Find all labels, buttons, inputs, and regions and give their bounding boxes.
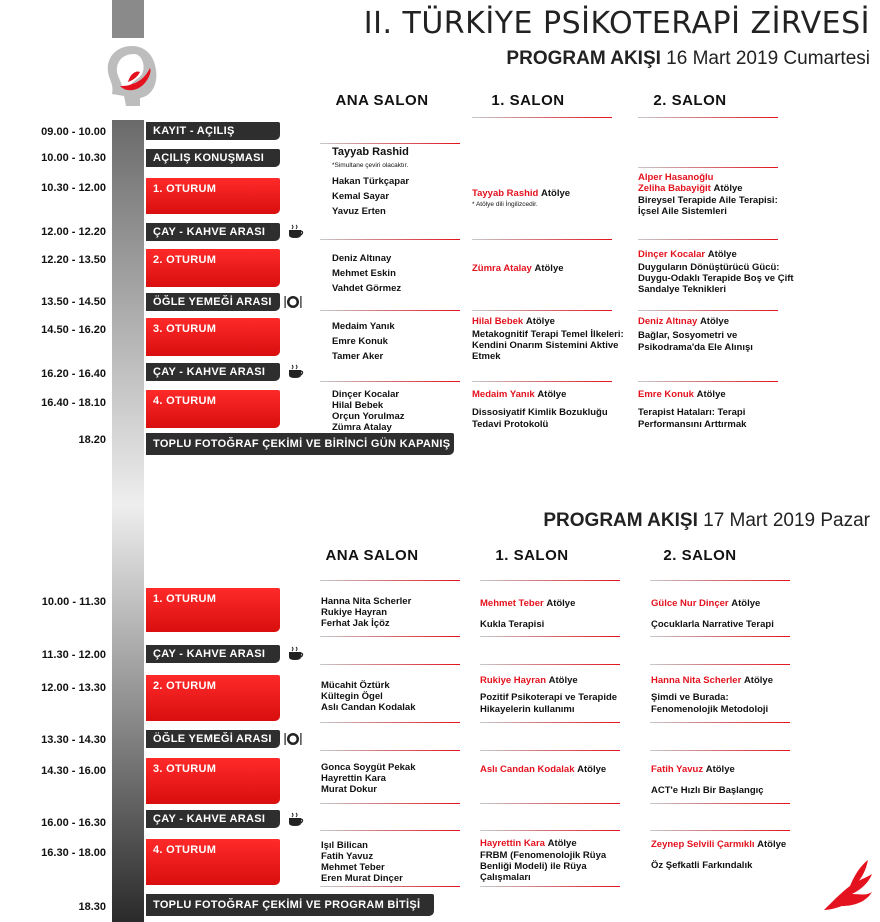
day2-salon1-workshop-4 (480, 838, 620, 883)
time-label: 13.30 - 14.30 (41, 734, 106, 746)
workshop-note: * Atölye dili İngilizcedir. (472, 201, 538, 208)
timeline-bar (112, 120, 144, 922)
speaker-name: Kültegin Ögel (321, 691, 383, 702)
session-bar-coffee-break: ÇAY - KAHVE ARASI (146, 363, 280, 381)
row-divider (320, 664, 460, 665)
day1-salon1-workshop-2 (472, 262, 622, 275)
row-divider (650, 750, 790, 751)
time-label: 18.30 (78, 901, 106, 913)
row-divider (320, 310, 460, 311)
row-divider (472, 381, 612, 382)
row-divider (638, 167, 778, 168)
day1-salon1-workshop-4 (472, 389, 622, 431)
day2-heading-label: PROGRAM AKIŞI (543, 510, 698, 531)
speaker-name: Ferhat Jak İçöz (321, 618, 390, 629)
session-bar-registration: KAYIT - AÇILIŞ (146, 122, 280, 140)
row-divider (320, 381, 460, 382)
speaker-name: Mehmet Eskin (332, 268, 396, 279)
time-label: 13.50 - 14.50 (41, 296, 106, 308)
speaker-name: Hayrettin Kara (321, 773, 386, 784)
time-label: 12.20 - 13.50 (41, 254, 106, 266)
workshop-title: ACT'e Hızlı Bir Başlangıç (651, 785, 764, 796)
row-divider (472, 117, 612, 118)
speaker-name: Rukiye Hayran (321, 607, 388, 618)
time-label: 18.20 (78, 434, 106, 446)
speaker-name: Deniz Altınay (332, 253, 392, 264)
timeline-cap (112, 0, 144, 38)
row-divider (480, 886, 620, 887)
workshop-title: FRBM (Fenomenolojik Rüya Benliği Modeli) ile Rüya Çalışmaları (480, 850, 607, 883)
day2-salon2-workshop-2 (651, 675, 811, 716)
day2-col-salon-2: 2. SALON (663, 547, 737, 564)
workshop-tag: Atölye (705, 764, 735, 775)
speaker-name: Mücahit Öztürk (321, 680, 390, 691)
workshop-leader: Medaim Yanık (472, 389, 535, 400)
day2-ana-oturum-2 (321, 680, 461, 713)
opening-speaker-name: Tayyab Rashid (332, 146, 409, 158)
workshop-leader: Hilal Bebek (472, 316, 524, 327)
workshop-leader: Alper Hasanoğlu (638, 172, 714, 183)
workshop-tag: Atölye (547, 838, 577, 849)
workshop-tag: Atölye (534, 263, 564, 274)
session-bar-oturum-2: 2. OTURUM (146, 675, 280, 721)
day1-salon2-workshop-2 (638, 249, 798, 295)
row-divider (320, 886, 460, 887)
session-bar-oturum-3: 3. OTURUM (146, 758, 280, 804)
row-divider (320, 636, 460, 637)
day1-salon1-workshop-3 (472, 316, 632, 362)
speaker-name: Vahdet Görmez (332, 283, 402, 294)
workshop-tag: Atölye (525, 316, 555, 327)
summit-logo-icon (100, 42, 162, 110)
speaker-name: Aslı Candan Kodalak (321, 702, 416, 713)
time-label: 10.00 - 10.30 (41, 152, 106, 164)
coffee-cup-icon (287, 646, 305, 662)
workshop-leader: Zeliha Babayiğit (638, 183, 711, 194)
workshop-leader: Hayrettin Kara (480, 838, 545, 849)
speaker-name: Fatih Yavuz (321, 851, 374, 862)
workshop-tag: Atölye (696, 389, 726, 400)
workshop-leader: Gülce Nur Dinçer (651, 598, 729, 609)
time-label: 11.30 - 12.00 (41, 649, 106, 661)
workshop-tag: Atölye (713, 183, 743, 194)
workshop-leader: Mehmet Teber (480, 598, 544, 609)
workshop-tag: Atölye (699, 316, 729, 327)
day2-heading-date: 17 Mart 2019 Pazar (703, 510, 870, 531)
plate-cutlery-icon (284, 294, 302, 310)
session-bar-lunch-break: ÖĞLE YEMEĞİ ARASI (146, 293, 280, 311)
hand-logo-icon (820, 856, 876, 914)
row-divider (320, 750, 460, 751)
speaker-name: Murat Dokur (321, 784, 377, 795)
day1-heading-date: 16 Mart 2019 Cumartesi (666, 48, 870, 69)
row-divider (472, 239, 612, 240)
session-bar-oturum-1: 1. OTURUM (146, 178, 280, 214)
speaker-name: Eren Murat Dinçer (321, 873, 403, 884)
workshop-title: Kukla Terapisi (480, 619, 545, 630)
row-divider (650, 830, 790, 831)
session-bar-lunch-break: ÖĞLE YEMEĞİ ARASI (146, 730, 280, 748)
day1-heading (506, 48, 870, 70)
row-divider (320, 580, 460, 581)
row-divider (650, 803, 790, 804)
row-divider (320, 722, 460, 723)
speaker-name: Emre Konuk (332, 336, 388, 347)
day1-col-salon-1: 1. SALON (491, 92, 565, 109)
row-divider (472, 310, 612, 311)
day2-col-ana-salon: ANA SALON (325, 547, 419, 564)
opening-speaker-note: *Simultane çeviri olacaktır. (332, 162, 409, 169)
workshop-leader: Zeynep Selvili Çarmıklı (651, 839, 755, 850)
day1-heading-label: PROGRAM AKIŞI (506, 48, 661, 69)
speaker-name: Hakan Türkçapar (332, 176, 410, 187)
workshop-tag: Atölye (757, 839, 787, 850)
session-bar-oturum-2: 2. OTURUM (146, 249, 280, 287)
coffee-cup-icon (287, 224, 305, 240)
day2-ana-oturum-3 (321, 762, 461, 795)
day2-salon1-workshop-1 (480, 597, 630, 631)
workshop-leader: Aslı Candan Kodalak (480, 764, 575, 775)
speaker-name: Işıl Bilican (321, 840, 368, 851)
row-divider (480, 830, 620, 831)
time-label: 14.30 - 16.00 (41, 765, 106, 777)
time-label: 16.30 - 18.00 (41, 847, 106, 859)
day2-salon2-workshop-1 (651, 597, 811, 631)
time-label: 10.30 - 12.00 (41, 182, 106, 194)
day1-ana-oturum-3 (332, 320, 462, 363)
row-divider (480, 722, 620, 723)
session-bar-group-photo: TOPLU FOTOĞRAF ÇEKİMİ VE BİRİNCİ GÜN KAPANIŞ (146, 433, 454, 455)
day1-salon2-workshop-3 (638, 316, 788, 354)
speaker-name: Gonca Soygüt Pekak (321, 762, 416, 773)
day1-salon1-workshop-1 (472, 187, 622, 209)
workshop-leader: Hanna Nita Scherler (651, 675, 742, 686)
session-bar-oturum-4: 4. OTURUM (146, 839, 280, 885)
row-divider (650, 722, 790, 723)
time-label: 12.00 - 13.30 (41, 682, 106, 694)
day1-col-ana-salon: ANA SALON (335, 92, 429, 109)
coffee-cup-icon (287, 812, 305, 828)
workshop-tag: Atölye (537, 389, 567, 400)
workshop-title: Öz Şefkatli Farkındalık (651, 860, 753, 871)
day1-salon2-workshop-1 (638, 172, 798, 217)
row-divider (320, 830, 460, 831)
speaker-name: Orçun Yorulmaz (332, 411, 405, 422)
session-bar-oturum-3: 3. OTURUM (146, 318, 280, 356)
speaker-name: Dinçer Kocalar (332, 389, 400, 400)
day1-ana-oturum-4 (332, 389, 462, 433)
time-label: 16.40 - 18.10 (41, 397, 106, 409)
workshop-title: Duyguların Dönüştürücü Gücü: Duygu-Odaklı Terapide Boş ve Çift Sandalye Teknikleri (638, 262, 794, 295)
workshop-leader: Dinçer Kocalar (638, 249, 706, 260)
workshop-tag: Atölye (743, 675, 773, 686)
speaker-name: Yavuz Erten (332, 206, 386, 217)
workshop-leader: Rukiye Hayran (480, 675, 547, 686)
workshop-title: Bağlar, Sosyometri ve Psikodrama'da Ele Alınışı (638, 330, 753, 353)
session-bar-group-photo-end: TOPLU FOTOĞRAF ÇEKİMİ VE PROGRAM BİTİŞİ (146, 894, 434, 916)
workshop-title: Terapist Hataları: Terapi Performansını Arttırmak (638, 407, 747, 430)
workshop-tag: Atölye (707, 249, 737, 260)
speaker-name: Kemal Sayar (332, 191, 390, 202)
plate-cutlery-icon (284, 731, 302, 747)
workshop-leader: Deniz Altınay (638, 316, 698, 327)
day1-ana-oturum-1 (332, 175, 462, 218)
day2-heading (543, 510, 870, 532)
day2-salon1-workshop-3 (480, 763, 630, 776)
time-label: 16.20 - 16.40 (41, 368, 106, 380)
row-divider (480, 664, 620, 665)
workshop-leader: Zümra Atalay (472, 263, 532, 274)
workshop-title: Bireysel Terapide Aile Terapisi: İçsel Aile Sistemleri (638, 195, 778, 217)
row-divider (320, 143, 460, 144)
day1-ana-oturum-2 (332, 252, 462, 295)
session-bar-oturum-4: 4. OTURUM (146, 390, 280, 428)
row-divider (650, 636, 790, 637)
day1-salon2-workshop-4 (638, 389, 798, 431)
row-divider (638, 310, 778, 311)
row-divider (320, 239, 460, 240)
time-label: 09.00 - 10.00 (41, 126, 106, 138)
row-divider (650, 580, 790, 581)
day2-salon2-workshop-3 (651, 763, 811, 797)
workshop-title: Metakognitif Terapi Temel İlkeleri: Kendini Onarım Sistemini Aktive Etmek (472, 329, 624, 362)
opening-speaker (332, 146, 462, 170)
speaker-name: Hilal Bebek (332, 400, 384, 411)
workshop-tag: Atölye (577, 764, 607, 775)
speaker-name: Mehmet Teber (321, 862, 385, 873)
speaker-name: Medaim Yanık (332, 321, 395, 332)
time-label: 14.50 - 16.20 (41, 324, 106, 336)
page-title: II. TÜRKİYE PSİKOTERAPİ ZİRVESİ (363, 6, 870, 41)
workshop-tag: Atölye (731, 598, 761, 609)
workshop-title: Çocuklarla Narrative Terapi (651, 619, 774, 630)
workshop-title: Şimdi ve Burada: Fenomenolojik Metodoloji (651, 692, 769, 715)
workshop-tag: Atölye (546, 598, 576, 609)
day2-ana-oturum-4 (321, 840, 461, 884)
row-divider (320, 803, 460, 804)
time-label: 12.00 - 12.20 (41, 226, 106, 238)
day1-col-salon-2: 2. SALON (653, 92, 727, 109)
workshop-leader: Fatih Yavuz (651, 764, 704, 775)
time-label: 16.00 - 16.30 (41, 817, 106, 829)
session-bar-coffee-break: ÇAY - KAHVE ARASI (146, 223, 280, 241)
row-divider (480, 803, 620, 804)
day2-col-salon-1: 1. SALON (495, 547, 569, 564)
coffee-cup-icon (287, 364, 305, 380)
session-bar-oturum-1: 1. OTURUM (146, 588, 280, 632)
workshop-tag: Atölye (548, 675, 578, 686)
workshop-title: Pozitif Psikoterapi ve Terapide Hikayelerin kullanımı (480, 692, 618, 715)
workshop-tag: Atölye (541, 188, 571, 199)
row-divider (638, 239, 778, 240)
workshop-leader: Emre Konuk (638, 389, 694, 400)
session-bar-coffee-break: ÇAY - KAHVE ARASI (146, 810, 280, 828)
day2-salon2-workshop-4 (651, 838, 821, 872)
row-divider (480, 636, 620, 637)
day2-salon1-workshop-2 (480, 675, 630, 716)
session-bar-coffee-break: ÇAY - KAHVE ARASI (146, 645, 280, 663)
row-divider (650, 664, 790, 665)
row-divider (638, 381, 778, 382)
row-divider (638, 117, 778, 118)
workshop-leader: Tayyab Rashid (472, 188, 539, 199)
session-bar-opening-speech: AÇILIŞ KONUŞMASI (146, 149, 280, 167)
speaker-name: Zümra Atalay (332, 422, 392, 433)
speaker-name: Hanna Nita Scherler (321, 596, 412, 607)
row-divider (480, 580, 620, 581)
speaker-name: Tamer Aker (332, 351, 384, 362)
time-label: 10.00 - 11.30 (41, 596, 106, 608)
workshop-title: Dissosiyatif Kimlik Bozukluğu Tedavi Protokolü (472, 407, 608, 430)
row-divider (480, 750, 620, 751)
day2-ana-oturum-1 (321, 596, 461, 629)
